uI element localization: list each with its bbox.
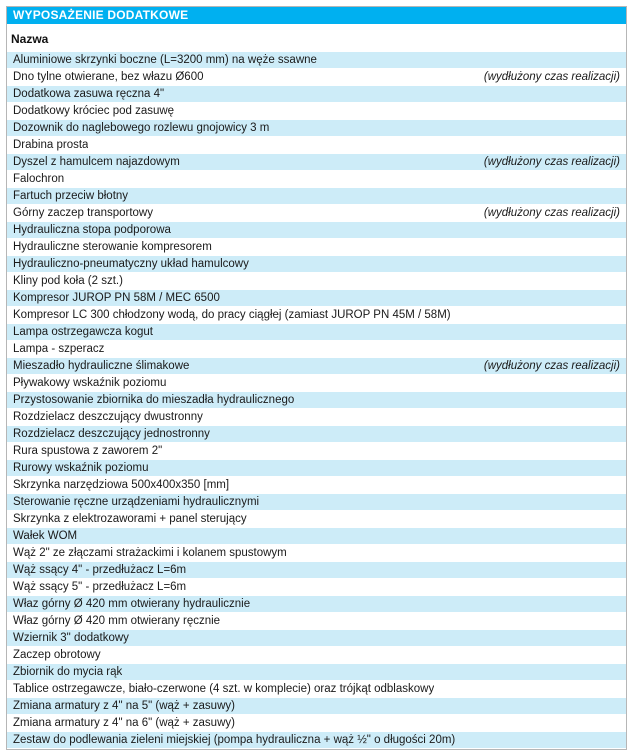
- item-name: Dodatkowa zasuwa ręczna 4": [13, 88, 165, 100]
- item-note: (wydłużony czas realizacji): [483, 360, 620, 372]
- table-row: [7, 222, 626, 239]
- item-name: Zmiana armatury z 4" na 6" (wąż + zasuwy): [13, 717, 235, 729]
- table-row: [7, 188, 626, 205]
- item-name: Wziernik 3" dodatkowy: [13, 632, 129, 644]
- table-row: [7, 120, 626, 137]
- table-row: [7, 52, 626, 69]
- table-row: [7, 698, 626, 715]
- table-row: [7, 528, 626, 545]
- item-name: Zaczep obrotowy: [13, 649, 101, 661]
- table-row: [7, 477, 626, 494]
- item-name: Aluminiowe skrzynki boczne (L=3200 mm) na węże ssawne: [13, 54, 317, 66]
- item-note: (wydłużony czas realizacji): [483, 156, 620, 168]
- item-note: (wydłużony czas realizacji): [483, 71, 620, 83]
- table-row: [7, 273, 626, 290]
- table-row: [7, 69, 626, 86]
- table-row: [7, 426, 626, 443]
- table-row: [7, 239, 626, 256]
- table-row: [7, 732, 626, 749]
- table-row: [7, 103, 626, 120]
- table-row: [7, 647, 626, 664]
- item-name: Kompresor JUROP PN 58M / MEC 6500: [13, 292, 220, 304]
- item-name: Drabina prosta: [13, 139, 89, 151]
- table-row: [7, 562, 626, 579]
- item-name: Wąż ssący 5" - przedłużacz L=6m: [13, 581, 187, 593]
- item-name: Właz górny Ø 420 mm otwierany ręcznie: [13, 615, 221, 627]
- table-row: [7, 630, 626, 647]
- table-row: [7, 392, 626, 409]
- section-header-bar: [7, 7, 626, 24]
- item-name: Wąż 2" ze złączami strażackimi i kolanem spustowym: [13, 547, 287, 559]
- item-name: Kompresor LC 300 chłodzony wodą, do pracy ciągłej (zamiast JUROP PN 45M / 58M): [13, 309, 451, 321]
- table-row: [7, 154, 626, 171]
- item-name: Dozownik do naglebowego rozlewu gnojowicy 3 m: [13, 122, 270, 134]
- item-name: Falochron: [13, 173, 65, 185]
- item-name: Przystosowanie zbiornika do mieszadła hydraulicznego: [13, 394, 295, 406]
- item-name: Dyszel z hamulcem najazdowym: [13, 156, 180, 168]
- item-name: Górny zaczep transportowy: [13, 207, 153, 219]
- item-name: Hydrauliczna stopa podporowa: [13, 224, 171, 236]
- item-note: (wydłużony czas realizacji): [483, 207, 620, 219]
- item-name: Rurowy wskaźnik poziomu: [13, 462, 149, 474]
- item-name: Właz górny Ø 420 mm otwierany hydraulicznie: [13, 598, 251, 610]
- table-row: [7, 409, 626, 426]
- table-row: [7, 460, 626, 477]
- item-name: Fartuch przeciw błotny: [13, 190, 129, 202]
- item-name: Zestaw do podlewania zieleni miejskiej (pompa hydrauliczna + wąż ½" o długości 20m): [13, 734, 456, 746]
- table-row: [7, 324, 626, 341]
- column-header: [7, 24, 626, 52]
- table-row: [7, 579, 626, 596]
- item-name: Skrzynka narzędziowa 500x400x350 [mm]: [13, 479, 230, 491]
- item-name: Rozdzielacz deszczujący dwustronny: [13, 411, 203, 423]
- table-row: [7, 494, 626, 511]
- table-row: [7, 545, 626, 562]
- item-name: Rura spustowa z zaworem 2": [13, 445, 163, 457]
- item-name: Zmiana armatury z 4" na 5" (wąż + zasuwy): [13, 700, 235, 712]
- item-name: Skrzynka z elektrozaworami + panel sterujący: [13, 513, 247, 525]
- item-name: Dodatkowy króciec pod zasuwę: [13, 105, 175, 117]
- table-row: [7, 443, 626, 460]
- table-row: [7, 86, 626, 103]
- item-name: Sterowanie ręczne urządzeniami hydraulicznymi: [13, 496, 260, 508]
- item-name: Lampa - szperacz: [13, 343, 105, 355]
- table-row: [7, 715, 626, 732]
- item-name: Mieszadło hydrauliczne ślimakowe: [13, 360, 190, 372]
- item-name: Tablice ostrzegawcze, biało-czerwone (4 szt. w komplecie) oraz trójkąt odblaskowy: [13, 683, 435, 695]
- table-row: [7, 375, 626, 392]
- table-row: [7, 256, 626, 273]
- table-row: [7, 596, 626, 613]
- item-name: Kliny pod koła (2 szt.): [13, 275, 123, 287]
- equipment-document: [6, 6, 627, 750]
- table-row: [7, 205, 626, 222]
- item-name: Hydrauliczne sterowanie kompresorem: [13, 241, 212, 253]
- item-name: Wąż ssący 4" - przedłużacz L=6m: [13, 564, 187, 576]
- item-name: Wałek WOM: [13, 530, 78, 542]
- table-row: [7, 511, 626, 528]
- item-name: Rozdzielacz deszczujący jednostronny: [13, 428, 210, 440]
- table-row: [7, 613, 626, 630]
- item-name: Dno tylne otwierane, bez włazu Ø600: [13, 71, 204, 83]
- item-name: Lampa ostrzegawcza kogut: [13, 326, 153, 338]
- table-row: [7, 137, 626, 154]
- item-name: Pływakowy wskaźnik poziomu: [13, 377, 167, 389]
- table-body: [7, 52, 626, 749]
- column-header-label: Nazwa: [11, 32, 49, 46]
- item-name: Zbiornik do mycia rąk: [13, 666, 123, 678]
- table-row: [7, 290, 626, 307]
- table-row: [7, 664, 626, 681]
- table-row: [7, 171, 626, 188]
- item-name: Hydrauliczno-pneumatyczny układ hamulcowy: [13, 258, 249, 270]
- table-row: [7, 358, 626, 375]
- table-row: [7, 681, 626, 698]
- table-row: [7, 307, 626, 324]
- table-row: [7, 341, 626, 358]
- section-title: WYPOSAŻENIE DODATKOWE: [13, 8, 189, 22]
